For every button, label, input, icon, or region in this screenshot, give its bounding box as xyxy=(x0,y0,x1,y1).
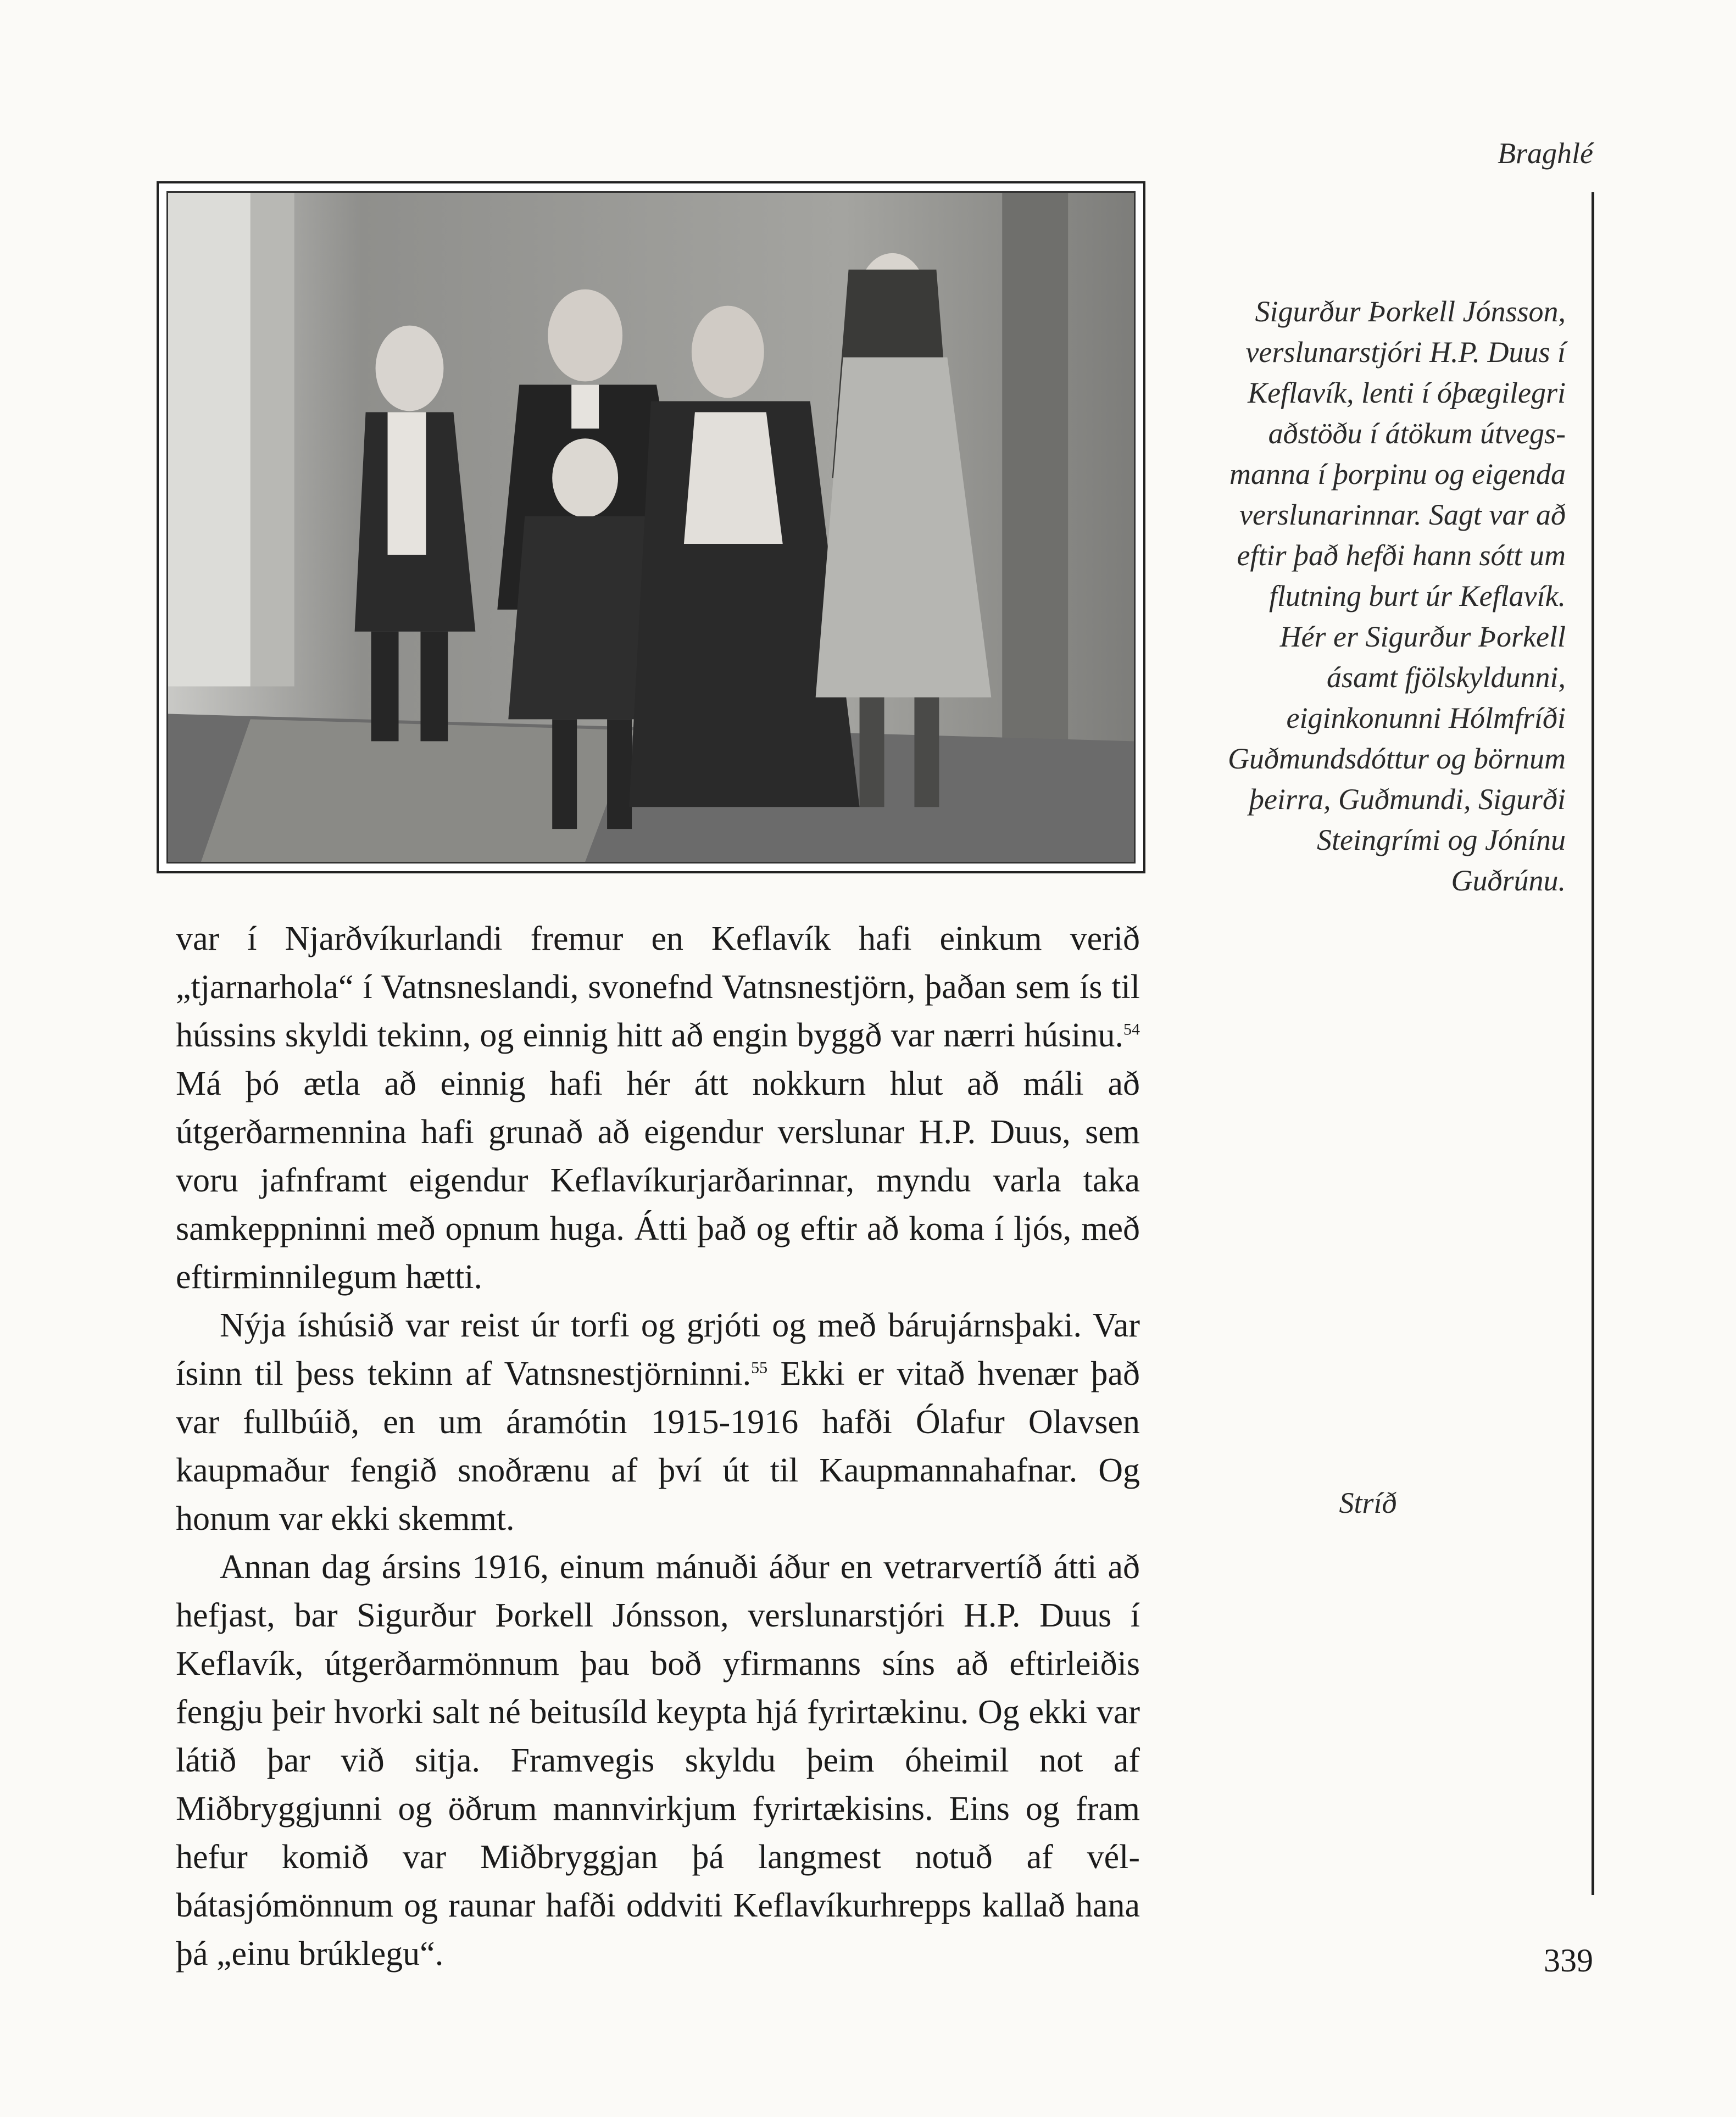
paragraph-text: Nýja íshúsið var reist úr torfi og grjóti og með bárujárnsþaki. Var ísinn til þess tekinn af Vatnsnestjörninni. xyxy=(176,1307,1140,1392)
caption-line: flutning burt úr Keflavík. xyxy=(1269,580,1566,612)
body-text xyxy=(176,915,1140,1978)
paragraph xyxy=(176,915,1140,1301)
caption-line: verslunarstjóri H.P. Duus í xyxy=(1245,336,1566,369)
paragraph-text: Ekki er vitað hvenær það var fullbúið, en um áramótin 1915-1916 hafði Ólafur Olavsen kaupmaður fengið snoðrænu af því út til Kaupmannahafnar. Og honum var ekki skemmt. xyxy=(176,1355,1140,1537)
caption-line: Sigurður Þorkell Jónsson, xyxy=(1255,295,1566,328)
caption-line: eiginkonunni Hólmfríði xyxy=(1286,701,1566,734)
family-portrait-photo xyxy=(166,191,1136,863)
paragraph: Annan dag ársins 1916, einum mánuði áður en vetrarvertíð átti að hefjast, bar Sigurður Þorkell Jónsson, verslunarstjóri H.P. Duus í Keflavík, útgerðarmönnum þau boð yfirmanns síns að eftirleiðis fengju þeir hvorki salt né beitusíld keypta hjá fyrirtækinu. Og ekki var látið þar við sitja. Framvegis skyldu þeim óheimil not af Miðbryggjunni og öðrum mannvirkjum fyrirtækisins. Eins og fram hefur komið var Miðbryggjan þá langmest notuð af vélbátasjómönnum og raunar hafði oddviti Keflavíkurhrepps kallað hana þá „einu brúklegu“. xyxy=(176,1548,1140,1973)
caption-line: Guðmundsdóttur og börnum xyxy=(1227,742,1566,775)
photo-frame xyxy=(157,181,1145,873)
caption-line: manna í þorpinu og eigenda xyxy=(1229,458,1566,491)
family-portrait-icon xyxy=(168,193,1134,862)
paragraph-text: Má þó ætla að einnig hafi hér átt nokkurn hlut að máli að útgerðarmennina hafi grunað að eigendur verslunar H.P. Duus, sem voru jafnframt eigendur Keflavíkurjarðarinnar, myndu varla taka samkeppninni með opnum huga. Átti það og eftir að koma í ljós, með eftirminnilegum hætti. xyxy=(176,1065,1140,1296)
caption-line: Keflavík, lenti í óþægilegri xyxy=(1248,376,1566,409)
vertical-rule xyxy=(1592,192,1594,1895)
footnote-ref: 54 xyxy=(1123,1020,1140,1039)
running-head: Braghlé xyxy=(1498,137,1593,170)
caption-line: þeirra, Guðmundi, Sigurði xyxy=(1249,783,1566,816)
caption-line: eftir það hefði hann sótt um xyxy=(1237,539,1566,572)
paragraph-text: var í Njarðvíkurlandi fremur en Keflavík hafi einkum verið „tjarnarhola“ í Vatnsneslandi, svonefnd Vatnsnestjörn, þaðan sem ís til hússins skyldi tekinn, og einnig hitt að engin byggð var nærri húsinu. xyxy=(176,920,1140,1054)
margin-note: Stríð xyxy=(1339,1486,1397,1519)
photo-caption xyxy=(1181,291,1566,901)
caption-line: aðstöðu í átökum útvegs- xyxy=(1268,417,1566,450)
caption-line: Guðrúnu. xyxy=(1451,864,1566,897)
caption-line: verslunarinnar. Sagt var að xyxy=(1239,498,1566,531)
footnote-ref: 55 xyxy=(751,1358,768,1377)
caption-line: Steingrími og Jónínu xyxy=(1317,823,1566,856)
page-number: 339 xyxy=(1544,1942,1593,1979)
caption-line: ásamt fjölskyldunni, xyxy=(1327,661,1566,694)
paragraph xyxy=(176,1301,1140,1543)
caption-line: Hér er Sigurður Þorkell xyxy=(1279,620,1566,653)
